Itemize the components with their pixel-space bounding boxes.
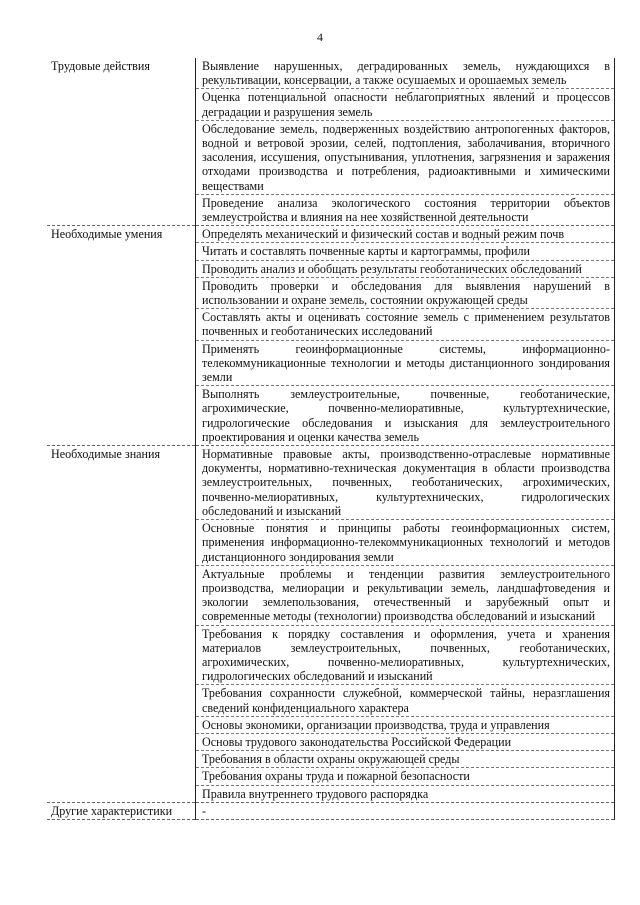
list-item: Правила внутреннего трудового распорядка [202, 786, 429, 801]
list-item: Проводить проверки и обследования для выявления нарушений в использовании и охране земель, состоянии окружающей среды [196, 278, 614, 309]
list-item: Требования к порядку составления и оформления, учета и хранения материалов землеустроительных, почвенных, геоботанических, агрохимических, почвенно-мелиоративных, культуртехнических, гидрологических обследований и изысканий [196, 626, 614, 686]
section-items [196, 226, 615, 446]
list-item: Выполнять землеустроительные, почвенные, геоботанические, агрохимические, почвенно-мелиоративные, культуртехнические, гидрологические обследования и изыскания для землеустроительного проектирования и оценки качества земель [202, 387, 610, 444]
list-item: Применять геоинформационные системы, информационно-телекоммуникационные технологии и методы дистанционного зондирования земли [196, 341, 614, 387]
list-item: Основные понятия и принципы работы геоинформационных систем, применения информационно-телекоммуникационных технологий и методов дистанционного зондирования земли [196, 520, 614, 566]
list-item: Требования в области охраны окружающей среды [196, 751, 614, 768]
list-item: Требования сохранности служебной, коммерческой тайны, неразглашения сведений конфиденциального характера [196, 685, 614, 716]
section-required-knowledge [47, 446, 615, 803]
section-required-skills [47, 226, 615, 446]
section-labor-actions [47, 58, 615, 226]
list-item: - [202, 803, 207, 818]
requirements-table [47, 58, 615, 820]
list-item: Основы трудового законодательства Российской Федерации [196, 734, 614, 751]
list-item: Нормативные правовые акты, производственно-отраслевые нормативные документы, нормативно-техническая документация в области производства землеустроительных, почвенных, геоботанических, агрохимических, почвенно-мелиоративных, культуртехнических, гидрологических обследований и изысканий [196, 446, 614, 520]
list-item: Актуальные проблемы и тенденции развития землеустроительного производства, мелиорации и рекультивации земель, ландшафтоведения и экологии землепользования, отечественный и зарубежный опыт и современные методы (технологии) производства обследований и изысканий [196, 566, 614, 626]
list-item: Читать и составлять почвенные карты и картограммы, профили [196, 243, 614, 260]
list-item: Определять механический и физический состав и водный режим почв [196, 226, 614, 243]
section-items [196, 58, 615, 226]
section-label: Необходимые знания [47, 446, 196, 803]
page-number: 4 [317, 30, 323, 44]
list-item: Основы экономики, организации производства, труда и управления [196, 717, 614, 734]
list-item: Обследование земель, подверженных воздействию антропогенных факторов, водной и ветровой эрозии, селей, подтопления, заболачивания, вторичного засоления, иссушения, опустынивания, уплотнения, загрязнения и заражения отходами производства и потребления, радиоактивными и химическими веществами [196, 121, 614, 195]
section-label: Необходимые умения [47, 226, 196, 446]
section-label: Трудовые действия [47, 58, 196, 226]
list-item: Выявление нарушенных, деградированных земель, нуждающихся в рекультивации, консервации, а также осушаемых и орошаемых земель [196, 58, 614, 89]
list-item: Оценка потенциальной опасности неблагоприятных явлений и процессов деградации и разрушения земель [196, 89, 614, 120]
list-item: Требования охраны труда и пожарной безопасности [196, 768, 614, 785]
section-label: Другие характеристики [47, 802, 196, 819]
list-item: Проведение анализа экологического состояния территории объектов землеустройства и влияния на нее хозяйственной деятельности [202, 195, 610, 225]
list-item: Составлять акты и оценивать состояние земель с применением результатов почвенных и геоботанических исследований [196, 309, 614, 340]
section-items [196, 446, 615, 803]
section-items [196, 802, 615, 819]
section-other-characteristics [47, 802, 615, 819]
list-item: Проводить анализ и обобщать результаты геоботанических обследований [196, 261, 614, 278]
